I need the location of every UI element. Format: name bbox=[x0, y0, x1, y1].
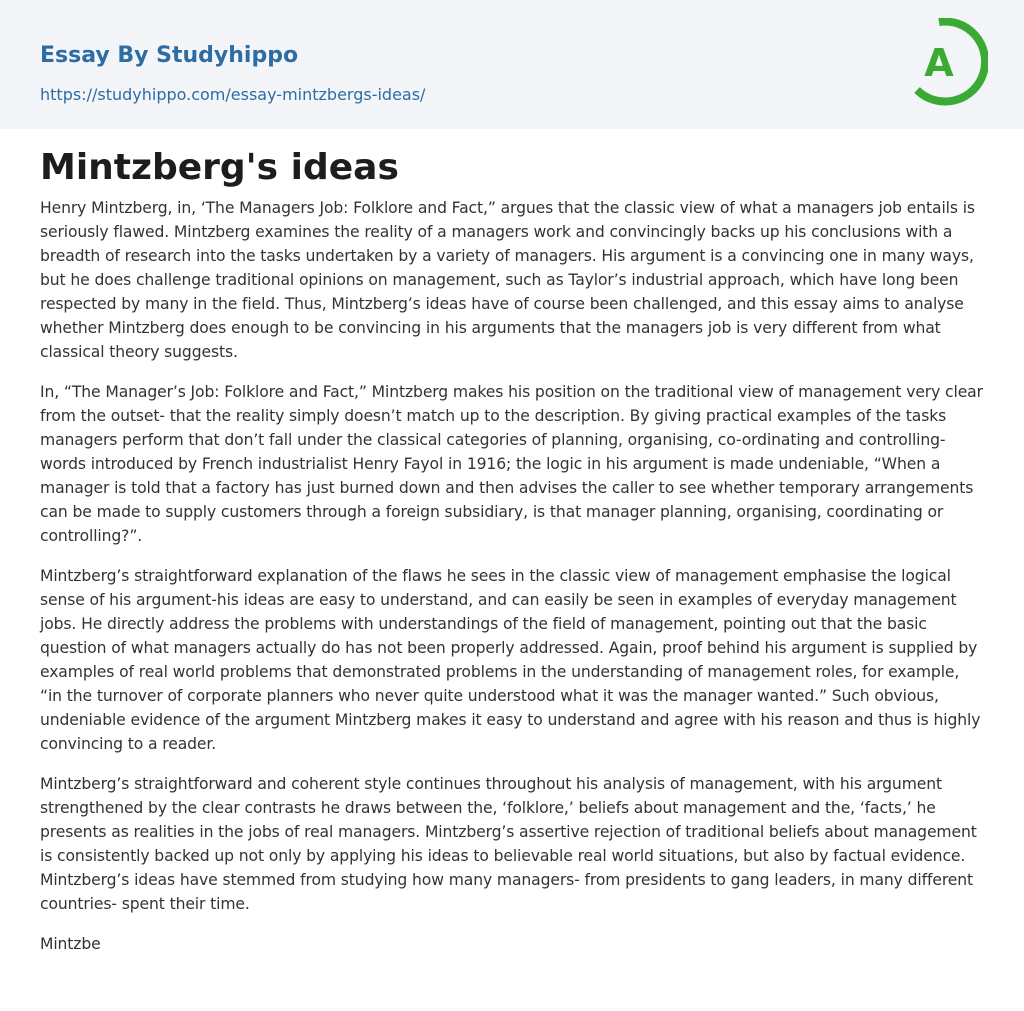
essay-paragraph: In, “The Manager’s Job: Folklore and Fact,” Mintzberg makes his position on the traditional view of management very clear from the outset- that the reality simply doesn’t match up to the description. By giving practical examples of the tasks managers perform that don’t fall under the classical categories of planning, organising, co-ordinating and controlling- words introduced by French industrialist Henry Fayol in 1916; the logic in his argument is made undeniable, “When a manager is told that a factory has just burned down and then advises the caller to see whether temporary arrangements can be made to supply customers through a foreign subsidiary, is that manager planning, organising, coordinating or controlling?”. bbox=[40, 383, 983, 545]
essay-paragraph: Mintzberg’s straightforward and coherent style continues throughout his analysis of management, with his argument strengthened by the clear contrasts he draws between the, ‘folklore,’ beliefs about management and the, ‘facts,’ he presents as realities in the jobs of real managers. Mintzberg’s assertive rejection of traditional beliefs about management is consistently backed up not only by applying his ideas to believable real world situations, but also by factual evidence. Mintzberg’s ideas have stemmed from studying how many managers- from presidents to gang leaders, in many different countries- spent their time. bbox=[40, 775, 977, 913]
site-header bbox=[0, 0, 1024, 129]
brand-title: Essay By Studyhippo bbox=[40, 43, 299, 68]
essay-paragraph: Henry Mintzberg, in, ‘The Managers Job: Folklore and Fact,” argues that the classic view of what a managers job entails is seriously flawed. Mintzberg examines the reality of a managers work and convincingly backs up his conclusions with a breadth of research into the tasks undertaken by a variety of managers. His argument is a convincing one in many ways, but he does challenge traditional opinions on management, such as Taylor’s industrial approach, which have long been respected by many in the field. Thus, Mintzberg’s ideas have of course been challenged, and this essay aims to analyse whether Mintzberg does enough to be convincing in his arguments that the managers job is very different from what classical theory suggests. bbox=[40, 199, 975, 361]
page-title: Mintzberg's ideas bbox=[40, 147, 399, 188]
logo-letter: A bbox=[924, 41, 954, 85]
essay-paragraph-truncated: Mintzbe bbox=[40, 935, 101, 953]
essay-body bbox=[40, 196, 984, 956]
article bbox=[40, 146, 984, 972]
essay-url-link[interactable]: https://studyhippo.com/essay-mintzbergs-ideas/ bbox=[40, 85, 426, 104]
essay-paragraph: Mintzberg’s straightforward explanation of the flaws he sees in the classic view of management emphasise the logical sense of his argument-his ideas are easy to understand, and can easily be seen in examples of everyday management jobs. He directly address the problems with understandings of the field of management, pointing out that the basic question of what managers actually do has not been properly addressed. Again, proof behind his argument is supplied by examples of real world problems that demonstrated problems in the understanding of management roles, for example, “in the turnover of corporate planners who never quite understood what it was the manager wanted.” Such obvious, undeniable evidence of the argument Mintzberg makes it easy to understand and agree with his reason and thus is highly convincing to a reader. bbox=[40, 567, 981, 753]
studyhippo-a-logo-icon[interactable] bbox=[908, 18, 988, 106]
